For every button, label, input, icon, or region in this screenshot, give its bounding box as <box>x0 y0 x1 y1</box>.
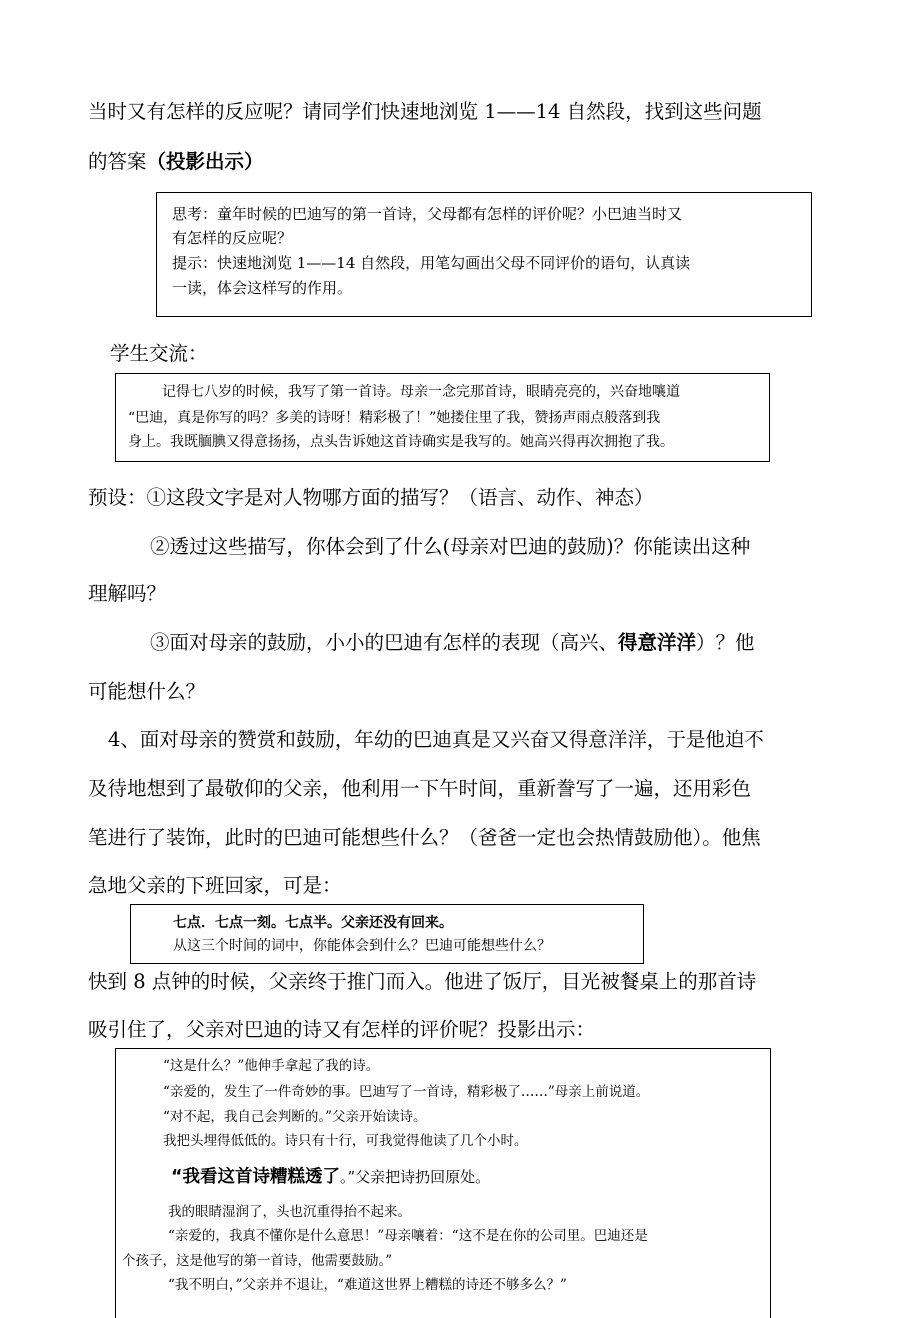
prompt-line-1: 思考：童年时候的巴迪写的第一首诗，父母都有怎样的评价呢？小巴迪当时又 <box>172 205 683 223</box>
time-words-line: 七点．七点一刻。七点半。父亲还没有回来。 <box>173 915 453 931</box>
hint-line-1: 提示：快速地浏览 1——14 自然段，用笔勾画出父母不同评价的语句，认真读 <box>172 254 691 272</box>
section4-line-2: 及待地想到了最敬仰的父亲，他利用一下午时间，重新誊写了一遍，还用彩色 <box>88 777 752 800</box>
preset-question-2-line-1: ②透过这些描写，你体会到了什么(母亲对巴迪的鼓励)？你能读出这种 <box>150 535 751 558</box>
student-exchange-label: 学生交流： <box>110 342 208 365</box>
intro-line-2-text: 的答案 <box>88 150 147 173</box>
preset-question-3-line-2: 可能想什么？ <box>88 680 206 703</box>
q3-text-post: ）？他 <box>696 631 755 654</box>
father-passage-line-2: “亲爱的，发生了一件奇妙的事。巴迪写了一首诗，精彩极了……”母亲上前说道。 <box>163 1084 650 1100</box>
father-passage-line-8: 个孩子，这是他写的第一首诗，他需要鼓励。” <box>122 1253 393 1269</box>
section4-line-1: 4、面对母亲的赞赏和鼓励，年幼的巴迪真是又兴奋又得意洋洋，于是他迫不 <box>108 728 764 751</box>
time-words-box <box>130 904 644 964</box>
father-passage-line-6: 我的眼睛湿润了，头也沉重得抬不起来。 <box>168 1204 411 1220</box>
q3-emphasis: 得意洋洋 <box>618 631 697 654</box>
father-verdict: “我看这首诗糟糕透了 <box>171 1167 341 1187</box>
preset-question-1: 预设：①这段文字是对人物哪方面的描写？（语言、动作、神态） <box>88 486 654 509</box>
father-passage-line-1: “这是什么？”他伸手拿起了我的诗。 <box>163 1058 380 1074</box>
prompt-line-2: 有怎样的反应呢？ <box>172 229 293 247</box>
father-arrives-line-1: 快到 8 点钟的时候，父亲终于推门而入。他进了饭厅，目光被餐桌上的那首诗 <box>88 970 757 993</box>
father-passage-line-9: “我不明白，”父亲并不退让，“难道这世界上糟糕的诗还不够多么？” <box>168 1277 567 1293</box>
mother-passage-line-3: 身上。我既腼腆又得意扬扬，点头告诉她这首诗确实是我写的。她高兴得再次拥抱了我。 <box>128 434 674 450</box>
q3-text-pre: ③面对母亲的鼓励，小小的巴迪有怎样的表现（高兴、 <box>150 631 619 654</box>
intro-projection-note: （投影出示） <box>146 150 264 173</box>
father-passage-line-4: 我把头埋得低低的。诗只有十行，可我觉得他读了几个小时。 <box>163 1133 528 1149</box>
mother-passage-line-2: “巴迪，真是你写的吗？多美的诗呀！精彩极了！”她搂住里了我，赞扬声雨点般落到我 <box>128 410 661 426</box>
preset-question-2-line-2: 理解吗？ <box>88 582 167 605</box>
father-passage-line-7: “亲爱的，我真不懂你是什么意思！”母亲嚷着：“这不是在你的公司里。巴迪还是 <box>168 1228 648 1244</box>
mother-passage-box <box>115 373 770 462</box>
intro-line-1: 当时又有怎样的反应呢？请同学们快速地浏览 1——14 自然段，找到这些问题 <box>88 100 762 123</box>
father-verdict-rest: 。”父亲把诗扔回原处。 <box>340 1168 491 1186</box>
preset-question-3-line-1 <box>150 629 900 657</box>
father-passage-line-5 <box>171 1165 490 1189</box>
section4-line-3: 笔进行了装饰，此时的巴迪可能想些什么？（爸爸一定也会热情鼓励他）。他焦 <box>88 826 761 849</box>
intro-line-2 <box>88 148 838 176</box>
time-words-question: 从这三个时间的词中，你能体会到什么？巴迪可能想些什么？ <box>173 938 551 954</box>
thinking-prompt-box <box>156 192 812 317</box>
section4-line-4: 急地父亲的下班回家，可是： <box>88 874 342 897</box>
father-passage-box <box>115 1048 771 1318</box>
father-arrives-line-2: 吸引住了，父亲对巴迪的诗又有怎样的评价呢？投影出示： <box>88 1018 596 1041</box>
hint-line-2: 一读，体会这样写的作用。 <box>172 279 353 297</box>
father-passage-line-3: “对不起，我自己会判断的。”父亲开始读诗。 <box>163 1109 427 1125</box>
mother-passage-line-1: 记得七八岁的时候，我写了第一首诗。母亲一念完那首诗，眼睛亮亮的，兴奋地嚷道 <box>162 384 680 400</box>
